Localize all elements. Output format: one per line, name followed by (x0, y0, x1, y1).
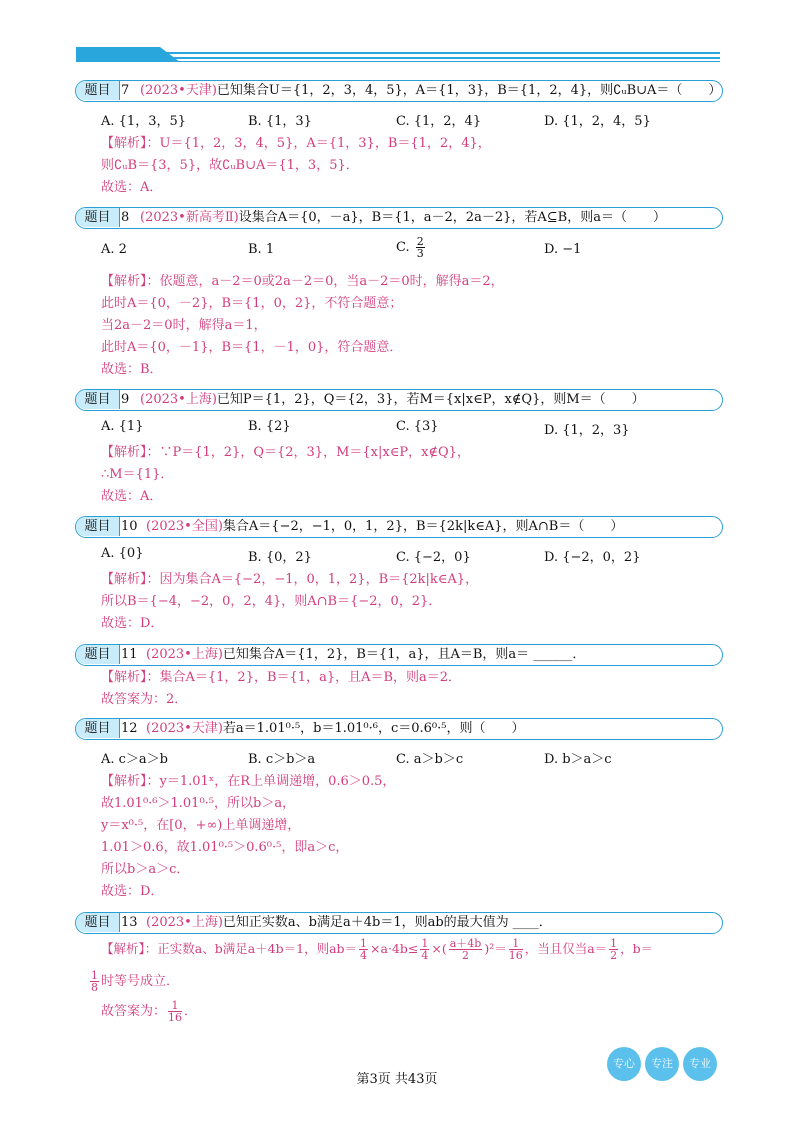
option-d: D. {1，2，4，5} (544, 114, 651, 129)
question-9-header (75, 389, 723, 411)
question-tag: 题目 (76, 913, 120, 932)
option-b: B. {1，3} (248, 114, 312, 129)
question-tag: 题目 (76, 645, 120, 664)
question-text: (2023•天津)已知集合U＝{1，2，3，4，5}，A＝{1，3}，B＝{1，2，4}，则∁ᵤB∪A＝（ ） (140, 83, 722, 98)
answer-line: 1.01＞0.6，故1.01⁰·⁵＞0.6⁰·⁵，即a＞c， (101, 840, 349, 855)
question-number: 13 (121, 915, 138, 930)
answer-line: $\frac{1}{8}$ 时等号成立． (91, 969, 180, 994)
question-number: 8 (121, 210, 130, 225)
answer-line: 故选：A． (101, 489, 163, 504)
answer-line: 故选：B． (101, 362, 163, 377)
option-d: D. {1，2，3} (544, 423, 630, 438)
option-a: A. {0} (101, 546, 144, 561)
question-10-header (75, 516, 723, 538)
answer-line: 此时A＝{0，－1}，B＝{1，－1，0}，符合题意． (101, 340, 403, 355)
question-text: (2023•上海)已知正实数a、b满足a＋4b＝1，则ab的最大值为 ____． (146, 915, 552, 930)
question-text: (2023•新高考Ⅱ)设集合A＝{0，－a}，B＝{1，a－2，2a－2}，若A⊆B，则a＝（ ） (140, 210, 666, 225)
answer-line: 【解析】：∵P＝{1，2}，Q＝{2，3}，M＝{x|x∈P，x∉Q}， (101, 445, 470, 460)
answer-line: 【解析】：依题意，a－2＝0或2a－2＝0，当a－2＝0时，解得a＝2， (101, 274, 504, 289)
option-c: C. $\frac{2}{3}$ (396, 235, 424, 260)
option-c: C. {1，2，4} (396, 114, 482, 129)
answer-line: 故答案为： $\frac{1}{16}$ ． (101, 999, 198, 1024)
option-d: D. {−2，0，2} (544, 550, 641, 565)
option-c: C. a＞b＞c (396, 752, 464, 767)
answer-line: 所以B＝{−4，−2，0，2，4}，则A∩B＝{−2，0，2}． (101, 594, 442, 609)
option-a: A. {1，3，5} (101, 114, 187, 129)
option-b: B. {2} (248, 419, 291, 434)
question-7-header (75, 80, 723, 102)
option-c: C. {−2，0} (396, 550, 471, 565)
answer-line: 故1.01⁰·⁶＞1.01⁰·⁵，所以b＞a， (101, 796, 296, 811)
badge: 专业 (683, 1047, 717, 1081)
answer-line: 【解析】：y＝1.01ˣ，在R上单调递增，0.6＞0.5， (101, 774, 396, 789)
option-c: C. {3} (396, 419, 439, 434)
question-tag: 题目 (76, 81, 120, 100)
answer-line: 故选：D． (101, 884, 164, 899)
option-d: D. b＞a＞c (544, 752, 612, 767)
answer-line: 【解析】：集合A＝{1，2}，B＝{1，a}，且A＝B，则a＝2． (101, 670, 462, 685)
question-text: (2023•上海)已知P＝{1，2}，Q＝{2，3}，若M＝{x|x∈P，x∉Q}，则M＝（ ） (140, 392, 645, 407)
top-banner (0, 0, 794, 80)
option-b: B. c＞b＞a (248, 752, 316, 767)
question-tag: 题目 (76, 208, 120, 227)
answer-line: 所以b＞a＞c． (101, 862, 190, 877)
question-number: 12 (121, 721, 138, 736)
question-number: 11 (121, 647, 138, 662)
question-tag: 题目 (76, 517, 120, 536)
answer-line: 【解析】：正实数a、b满足a＋4b＝1，则ab＝ $\frac{1}{4}$ ×a·4b≤ $\frac{1}{4}$ ×( $\frac{a+4b}{2}$ )²＝ $\frac{1}{16}$ ，当且仅当a＝ $\frac{1}{2}$ ，b＝ (101, 937, 654, 962)
option-a: A. {1} (101, 419, 144, 434)
option-a: A. 2 (101, 242, 127, 257)
option-b: B. {0，2} (248, 550, 312, 565)
question-text: (2023•全国)集合A＝{−2，−1，0，1，2}，B＝{2k|k∈A}，则A∩B＝（ ） (146, 519, 624, 534)
answer-line: 故答案为：2． (101, 692, 188, 707)
question-11-header (75, 644, 723, 666)
question-text: (2023•上海)已知集合A＝{1，2}，B＝{1，a}，且A＝B，则a＝ ______． (146, 647, 586, 662)
answer-line: 故选：A． (101, 180, 163, 195)
question-8-header (75, 207, 723, 229)
question-tag: 题目 (76, 390, 120, 409)
question-13-header (75, 912, 723, 934)
answer-line: 【解析】：因为集合A＝{−2，−1，0，1，2}，B＝{2k|k∈A}， (101, 572, 479, 587)
answer-line: y＝x⁰·⁵，在[0，+∞)上单调递增， (101, 818, 301, 833)
question-number: 9 (121, 392, 130, 407)
answer-line: 当2a－2＝0时，解得a＝1， (101, 318, 267, 333)
option-d: D. −1 (544, 242, 582, 257)
option-a: A. c＞a＞b (101, 752, 169, 767)
answer-line: 【解析】：U＝{1，2，3，4，5}，A＝{1，3}，B＝{1，2，4}， (101, 136, 491, 151)
answer-line: 故选：D． (101, 616, 164, 631)
question-number: 7 (121, 83, 130, 98)
question-text: (2023•天津)若a＝1.01⁰·⁵，b＝1.01⁰·⁶，c＝0.6⁰·⁵，则（ ） (146, 721, 525, 736)
question-tag: 题目 (76, 719, 120, 738)
answer-line: 则∁ᵤB＝{3，5}，故∁ᵤB∪A＝{1，3，5}． (101, 158, 359, 173)
badge: 专心 (607, 1047, 641, 1081)
question-number: 10 (121, 519, 138, 534)
page-number: 第3页 共43页 (356, 1072, 438, 1087)
badge: 专注 (645, 1047, 679, 1081)
question-12-header (75, 718, 723, 740)
option-b: B. 1 (248, 242, 275, 257)
answer-line: ∴M＝{1}． (101, 467, 174, 482)
answer-line: 此时A＝{0，－2}，B＝{1，0，2}，不符合题意； (101, 296, 403, 311)
